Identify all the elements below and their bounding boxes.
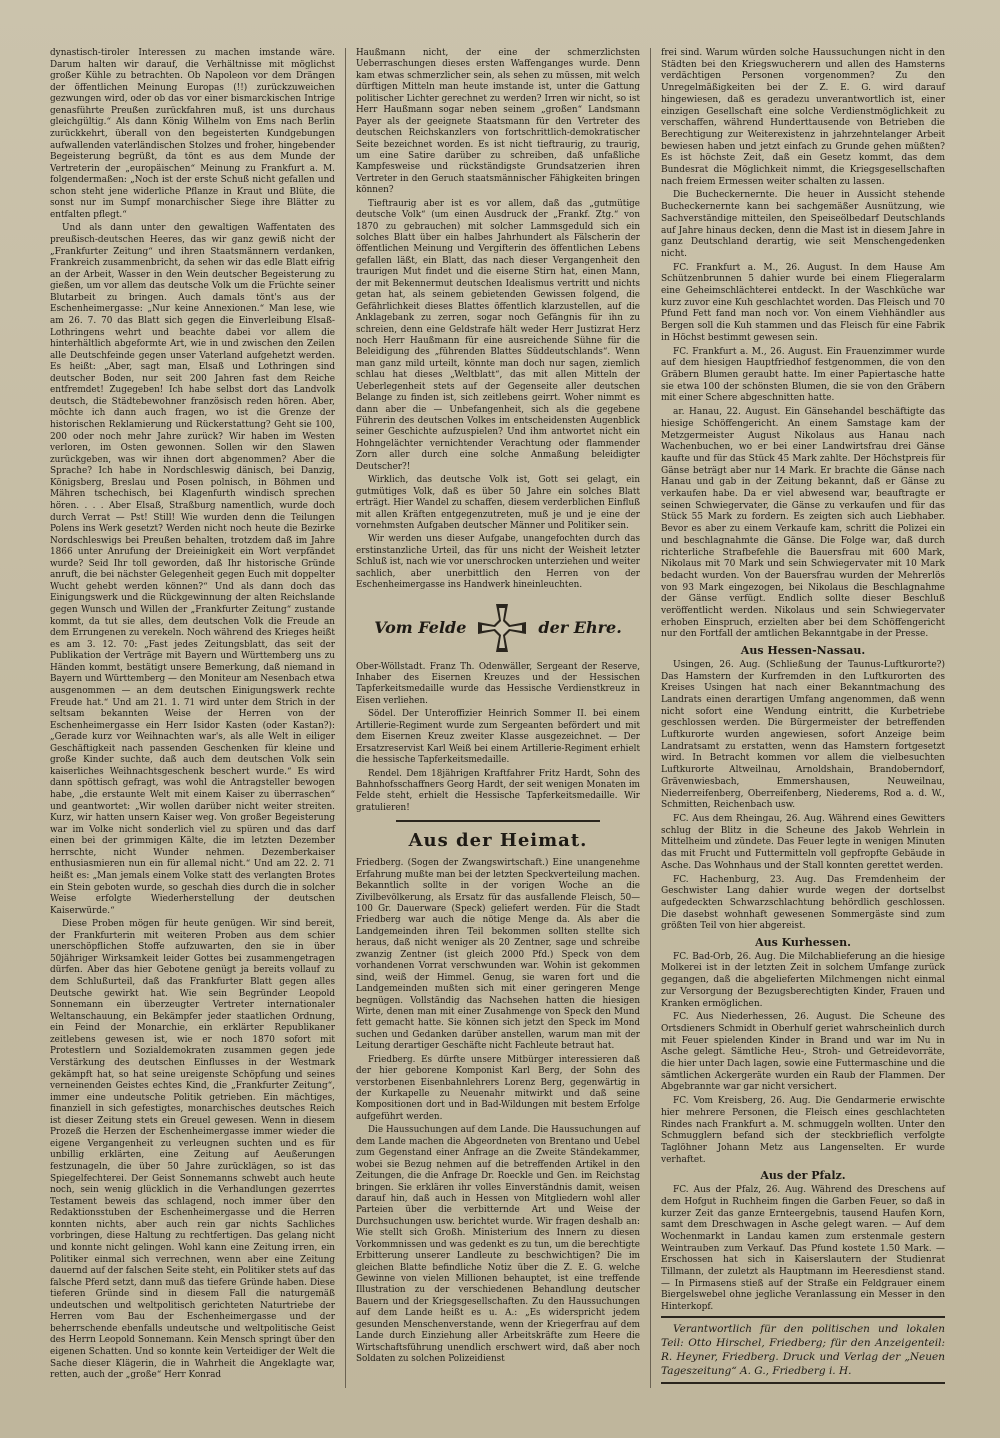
subheading-hessen-nassau: Aus Hessen-Nassau. xyxy=(740,644,866,658)
paragraph: Södel. Der Unteroffizier Heinrich Sommer II. bei einem Artillerie-Regiment wurde zum Sergeanten befördert und mit dem Eisernen Kreuz zweiter Klasse ausgezeichnet. — Der Ersatzreservist Karl Weiß bei einem Artillerie-Regiment erhielt die hessische Tapferkeitsmedaille. xyxy=(356,709,640,766)
paragraph: Die Haussuchungen auf dem Lande. Die Haussuchungen auf dem Lande machen die Abgeordneten von Brentano und Uebel zum Gegenstand einer Anfrage an die Zweite Ständekammer, wobei sie Bezug nehmen auf die betreffenden Artikel in den Zeitungen, die die Anfrage Dr. Roeckle und Gen. im Reichstag bringen. Sie erklären ihr volles Einverständnis damit, weisen darauf hin, daß auch in Hessen von Mitgliedern wohl aller Parteien über die verbitternde Art und Weise der Durchsuchungen usw. berichtet wurde. Wir fragen deshalb an: Wie stellt sich Großh. Ministerium des Innern zu diesen Vorkommnissen und was gedenkt es zu tun, um die berechtigte Erbitterung unserer Landleute zu beschwichtigen? Die im gleichen Blatte befindliche Notiz über die Z. E. G. welche Gewinne von vielen Millionen behauptet, ist eine treffende Illustration zu der verschiedenen Behandlung deutscher Bauern und der Kriegsgesellschaften. Zu den Haussuchungen auf dem Lande heißt es u. A.: „Es widerspricht jedem gesunden Menschenverstande, wenn der Kriegerfrau auf dem Lande durch Einziehung aller Arbeitskräfte zum Heere die Wirtschaftsführung unendlich erschwert wird, daß aber noch Soldaten zu solchen Polizeidienst xyxy=(356,1125,640,1365)
paragraph: Friedberg. (Sogen der Zwangswirtschaft.) Eine unangenehme Erfahrung mußte man bei der letzten Speckverteilung machen. Bekanntlich sollte in der vorigen Woche an die Zivilbevölkerung, als Ersatz für das ausfallende Fleisch, 50—100 Gr. Dauerware (Speck) geliefert werden. Für die Stadt Friedberg war auch die nötige Menge da. Als aber die Landgemeinden ihren Teil bekommen sollten stellte sich heraus, daß nicht weniger als 20 Zentner, sage und schreibe zwanzig Zentner (ist gleich 2000 Pfd.) Speck von dem vorhandenen Vorrat verschwunden war. Wohin ist gekommen sind, weiß der Himmel. Genug, sie waren fort und die Landgemeinden mußten sich mit einer geringeren Menge begnügen. Vollständig das Nachsehen hatten die hiesigen Wirte, denen man mit einer Zusahmenge von Speck den Mund fett gemacht hatte. Sie können sich jetzt den Speck im Mond suchen und Gedanken darüber anstellen, warum man mit der Leitung derartiger Geschäfte nicht Fachleute betraut hat. xyxy=(356,858,640,1052)
paragraph: Diese Proben mögen für heute genügen. Wir sind bereit, der Frankfurterin mit weiteren Proben aus dem schier unerschöpflichen Stoffe aufzuwarten, den sie in über 50jähriger Wirksamkeit leider Gottes bei zusammengetragen dürfen. Aber das hier Gebotene genügt ja bereits vollauf zu dem Schlußurteil, daß das Frankfurter Blatt gegen alles Deutsche gewirkt hat. Wie sein Begründer Leopold Sonnemann ein überzeugter Vertreter internationaler Weltanschauung, ein Bekämpfer jeder staatlichen Ordnung, ein Feind der Monarchie, ein erklärter Republikaner zeitlebens gewesen ist, wie er noch 1870 sofort mit Protestlern und Sozialdemokraten zusammen gegen jede Verstärkung des deutschen Einflusses in der Westmark gekämpft hat, so hat seine ureigenste Schöpfung und seines verneinenden Geistes echtes Kind, die „Frankfurter Zeitung“, immer eine undeutsche Politik getrieben. Ein mächtiges, finanziell in sich gefestigtes, monarchisches deutsches Reich ist dieser Zeitung stets ein Greuel gewesen. Wenn in diesem Prozeß die Herzen der Eschenheimergasse immer wieder die eigene Vergangenheit zu verleugnen suchten und es für unbillig erklärten, eine Zeitung auf Aeußerungen festzunageln, die über 50 Jahre zurücklägen, so ist das Spiegelfechterei. Der Geist Sonnemanns schwebt auch heute noch, sein wenig glücklich in die Verhandlungen gezerrtes Testament beweis das schlagend, noch immer über den Redaktionsstuben der Eschenheimergasse und die Herren konnten nichts, aber auch rein gar nichts Sachliches vorbringen, diese Haltung zu rechtfertigen. Das gelang nicht und konnte nicht gelingen. Wohl kann eine Zeitung irren, ein Politiker einmal sich verrechnen, wenn aber eine Zeitung dauernd auf der falschen Seite steht, ein Politiker stets auf das falsche Pferd setzt, dann muß das tiefere Gründe haben. Diese tieferen Gründe sind in diesem Fall die naturgemäß undeutschen und weltpolitisch gerichteten Naturtriebe der Herren vom Bau der Eschenheimergasse und der beherrschende ebenfalls undeutsche und weltpolitische Geist des Herrn Leopold Sonnemann. Kein Mensch springt über den eigenen Schatten. Und so konnte kein Verteidiger der Welt die Sache dieser Klägerin, die in Wahrheit die Angeklagte war, retten, auch der „große“ Herr Konrad xyxy=(50,919,335,1381)
paragraph: FC. Hachenburg, 23. Aug. Das Fremdenheim der Geschwister Lang dahier wurde wegen der dortselbst aufgedeckten Schwarzschlachtung behördlich geschlossen. Die dasebst wohnhaft gewesenen Sommergäste sind zum größten Teil von hier abgereist. xyxy=(661,874,945,932)
paragraph: ar. Hanau, 22. August. Ein Gänsehandel beschäftigte das hiesige Schöffengericht. An einem Samstage kam der Metzgermeister August Nikolaus aus Hanau nach Wachenbuchen, wo er bei einer Landwirtsfrau drei Gänse kaufte und für das Stück 45 Mark zahlte. Der Höchstpreis für Gänse beträgt aber nur 14 Mark. Er brachte die Gänse nach Hanau und gab in der Zeitung bekannt, daß er Gänse zu verkaufen habe. Da er viel abwesend war, beauftragte er seinen Schwiegervater, die Gänse zu verkaufen und für das Stück 55 Mark zu fordern. Es zeigten sich auch Liebhaber. Bevor es aber zu einem Verkaufe kam, schritt die Polizei ein und beschlagnahmte die Gänse. Die Folge war, daß durch richterliche Strafbefehle die Bauersfrau mit 600 Mark, Nikolaus mit 70 Mark und sein Schwiegervater mit 10 Mark bedacht wurden. Von der Bauersfrau wurden der Mehrerlös von 93 Mark eingezogen, bei Nikolaus die Beschlagnahme der Gänse verfügt. Endlich sollte dieser Beschluß veröffentlicht werden. Nikolaus und sein Schwiegervater erhoben Einspruch, erzielten aber bei dem Schöffengericht nur den Fortfall der amtlichen Bekanntgabe in der Presse. xyxy=(661,407,945,640)
paragraph: FC. Frankfurt a. M., 26. August. Ein Frauenzimmer wurde auf dem hiesigen Hauptfriedhof festgenommen, die von den Gräbern Blumen geraubt hatte. Im einer Papiertasche hatte sie etwa 100 der schönsten Blumen, die sie von den Gräbern mit einer Schere abgeschnitten hatte. xyxy=(661,346,945,404)
subheading-pfalz: Aus der Pfalz. xyxy=(760,1169,846,1183)
paragraph: Usingen, 26. Aug. (Schließung der Taunus-Luftkurorte?) Das Hamstern der Kurfremden in den Luftkurorten des Kreises Usingen hat nach einer Bekanntmachung des Landrats einen derartigen Umfang angenommen, daß wenn nicht sofort eine Wendung eintritt, die Kurbetriebe geschlossen werden. Die Bürgermeister der betreffenden Luftkurorte wurden angewiesen, sofort Anzeige beim Landratsamt zu erstatten, wenn das Hamstern fortgesetzt wird. In Betracht kommen vor allem die vielbesuchten Luftkurorte Altweilnau, Arnoldshain, Brandoberndorf, Grävenwiesbach, Emmershausen, Neuweilnau, Niederreifenberg, Oberreifenberg, Niederems, Rod a. d. W., Schmitten, Reichenbach usw. xyxy=(661,659,945,811)
divider xyxy=(396,820,600,822)
column-3 xyxy=(650,48,955,1388)
paragraph: FC. Aus der Pfalz, 26. Aug. Während des Dreschens auf dem Hofgut in Ruchheim fingen die Garben Feuer, so daß in kurzer Zeit das ganze Ernteergebnis, tausend Haufen Korn, samt dem Dreschwagen in Asche gelegt waren. — Auf dem Wochenmarkt in Landau kamen zum erstenmale gestern Weintrauben zum Verkauf. Das Pfund kostete 1.50 Mark. — Erschossen hat sich in Kaiserslautern der Studienrat Tillmann, der zuletzt als Hauptmann im Heeresdienst stand. — In Pirmasens stieß auf der Straße ein Feldgrauer einem Biergelswebel ohne jegliche Veranlassung ein Messer in den Hinterkopf. xyxy=(661,1185,945,1313)
paragraph: Ober-Wöllstadt. Franz Th. Odenwäller, Sergeant der Reserve, Inhaber des Eisernen Kreuzes und der Hessischen Tapferkeitsmedaille wurde das Hessische Verdienstkreuz in Eisen verliehen. xyxy=(356,661,640,706)
paragraph: Wirklich, das deutsche Volk ist, Gott sei gelagt, ein gutmütiges Volk, daß es über 50 Jahre ein solches Blatt erträgt. Hier Wandel zu schaffen, diesem verderblichen Einfluß mit allen Kräften entgegenzutreten, muß je und je eine der vornehmsten Aufgaben deutscher Männer und Politiker sein. xyxy=(356,475,640,531)
heading-left: Vom Felde xyxy=(374,617,467,637)
paragraph: frei sind. Warum würden solche Haussuchungen nicht in den Städten bei den Kriegswucherern und allen des Hamsterns verdächtigen Personen vorgenommen? Zu den Unregelmäßigkeiten bei der Z. E. G. wird darauf hingewiesen, daß es geradezu unverantwortlich ist, einer einzigen Gesellschaft eine solche Verdienstmöglichkeit zu verschaffen, während Hunderttausende von Betrieben die Berechtigung zur Weiterexistenz in jahrzehntelanger Arbeit bewiesen haben und jetzt einfach zu Grunde gehen müßten? Es ist höchste Zeit, daß ein Gesetz kommt, das dem Bundesrat die Möglichkeit nimmt, die Kriegsgesellschaften nach freiem Ermessen weiter schalten zu lassen. xyxy=(661,48,945,187)
paragraph: FC. Frankfurt a. M., 26. August. In dem Hause Am Schützenbrunnen 5 dahier wurde bei einem Fliegeralarm eine Geheimschlächterei entdeckt. In der Waschküche war kurz zuvor eine Kuh geschlachtet worden. Das Fleisch und 70 Pfund Fett fand man noch vor. Von einem Viehhändler aus Bergen soll die Kuh stammen und das Fleisch für eine Fabrik in Höchst bestimmt gewesen sein. xyxy=(661,262,945,343)
paragraph: FC. Aus Niederhessen, 26. August. Die Scheune des Ortsdieners Schmidt in Oberhulf geriet wahrscheinlich durch mit Feuer spielenden Kinder in Brand und war im Nu in Asche gelegt. Sämtliche Heu-, Stroh- und Getreidevorräte, die hier unter Dach lagen, sowie eine Futtermaschine und die sämtlichen Ackergeräte wurden ein Raub der Flammen. Der Abgebrannte war gar nicht versichert. xyxy=(661,1012,945,1093)
heading-right: der Ehre. xyxy=(538,617,622,637)
paragraph: Die Bucheckernernte. Die heuer in Aussicht stehende Bucheckernernte kann bei sachgemäßer Ausnützung, wie Sachverständige mitteilen, den Speiseölbedarf Deutschlands auf Jahre hinaus decken, denn die Mast ist in diesem Jahre in ganz Deutschland derartig, wie seit Menschengedenken nicht. xyxy=(661,190,945,259)
paragraph: FC. Aus dem Rheingau, 26. Aug. Während eines Gewitters schlug der Blitz in die Scheune des Jakob Wehrlein in Mittelheim und zündete. Das Feuer legte in wenigen Minuten das mit Frucht und Futtermitteln voll gepfropfte Gebäude in Asche. Das Wohnhaus und der Stall konnten gerettet werden. xyxy=(661,814,945,871)
paragraph: Wir werden uns dieser Aufgabe, unangefochten durch das erstinstanzliche Urteil, das für uns nicht der Weisheit letzter Schluß ist, nach wie vor unerschrocken unterziehen und weiter sachlich, aber unerbittlich den Herren von der Eschenheimergasse ins Handwerk hineinleuchten. xyxy=(356,534,640,591)
paragraph: Haußmann nicht, der eine der schmerzlichsten Ueberraschungen dieses ersten Waffenganges wurde. Denn kam etwas schmerzlicher sein, als sehen zu müssen, mit welch dürftigen Mitteln man heute imstande ist, unter die Gattung politischer Lichter gerechnet zu werden? Irren wir nicht, so ist Herr Haußmann sogar neben seinem „großen“ Landsmann Payer als der geeignete Staatsmann für den Vertreter des deutschen Reichskanzlers von fortschrittlich-demokratischer Seite bezeichnet worden. Es ist nicht tieftraurig, zu traurig, um eine Satire darüber zu schreiben, daß unfaßliche Kampfesweise und rückständigste Grundsatzerien ihren Vertreter in den Geruch staatsmännischer Fähigkeiten bringen können? xyxy=(356,48,640,196)
column-2 xyxy=(345,48,650,1388)
imprint: Verantwortlich für den politischen und lokalen Teil: Otto Hirschel, Friedberg; für den Anzeigenteil: R. Heyner, Friedberg. Druck und Verlag der „Neuen Tageszeitung“ A. G., Friedberg i. H. xyxy=(661,1316,945,1384)
iron-cross-icon xyxy=(476,602,528,654)
paragraph: FC. Bad-Orb, 26. Aug. Die Milchablieferung an die hiesige Molkerei ist in der letzten Zeit in solchem Umfange zurück gegangen, daß die abgelieferten Milchmengen nicht einmal zur Versorgung der Bezugsberechtigten Kinder, Frauen und Kranken ermöglichen. xyxy=(661,951,945,1009)
section-heading-heimat: Aus der Heimat. xyxy=(408,830,588,852)
paragraph: Friedberg. Es dürfte unsere Mitbürger interessieren daß der hier geborene Komponist Karl Berg, der Sohn des verstorbenen Eisenbahnlehrers Lorenz Berg, gegenwärtig in der Kurkapelle zu Neuenahr mitwirkt und daß seine Kompositionen dort und in Bad-Wildungen mit bestem Erfolge aufgeführt werden. xyxy=(356,1054,640,1122)
paragraph: Und als dann unter den gewaltigen Waffentaten des preußisch-deutschen Heeres, das wir ganz gewiß nicht der „Frankfurter Zeitung“ und ihren Staatsmännern verdanken, Frankreich zusammenbricht, da sehen wir das edle Blatt eifrig an der Arbeit, Wasser in den Wein deutscher Begeisterung zu gießen, um vor allem das deutsche Volk um die Früchte seiner Blutarbeit zu bringen. Auch damals tönt's aus der Eschenheimergasse: „Nur keine Annexionen.“ Man lese, wie am 26. 7. 70 das Blatt sich gegen die Einverleibung Elsaß-Lothringens wehrt und beachte dabei vor allem die hinterhältlich abgeformte Art, wie in und zwischen den Zeilen alle Deutschfeinde gegen unser Vaterland aufgehetzt werden. Es heißt: „Aber, sagt man, Elsaß und Lothringen sind deutscher Boden, nur seit 200 Jahren fast dem Reiche entfremdet! Zugegeben! Ich habe selbst dort das Landvolk deutsch, die Städtebewohner französisch reden hören. Aber, möchte ich dann auch fragen, wo ist die Grenze der historischen Reklamierung und Rückerstattung? Geht sie 100, 200 oder noch mehr Jahre zurück? Wir haben im Westen verloren, im Osten gewonnen. Sollen wir den Slawen zurückgeben, was wir ihnen dort abgenommen? Aber die Sprache? Ich habe in Nordschleswig dänisch, bei Danzig, Königsberg, Breslau und Posen polnisch, in Böhmen und Mähren tschechisch, bei Klagenfurth windisch sprechen hören. . . . Aber Elsaß, Straßburg namentlich, wurde doch durch Verrat — Pst! Still! Wie wurden denn die Teilungen Polens ins Werk gesetzt? Werden nicht noch heute die Bezirke Nordschleswigs bei Preußen behalten, trotzdem daß im Jahre 1866 unter Anrufung der Dreieinigkeit ein Wort verpfändet wurde? Seid Ihr toll geworden, daß Ihr historische Gründe anruft, die bei nächster Gelegenheit gegen Euch mit doppelter Wucht gehebt werden können?“ Und als dann doch das Einigungswerk und die Rückgewinnung der alten Reichslande gegen Wunsch und Willen der „Frankfurter Zeitung“ zustande kommt, da tut sie alles, dem deutschen Volk die Freude an dem Errungenen zu verekeln. Noch während des Krieges heißt es am 3. 12. 70: „Fast jedes Zeitungsblatt, das seit der Publikation der Verträge mit Bayern und Württemberg uns zu Händen kommt, bestätigt unsere Bemerkung, daß niemand in Bayern und Württemberg — den Moniteur am Nesenbach etwa ausgenommen — an dem deutschen Einigungswerk rechte Freude hat.“ Und am 21. 1. 71 wird unter dem Strich in der seltsam bekannten Weise der Herren von der Eschenheimergasse ein Herr Isidor Kasten (oder Kastan?): „Gerade kurz vor Weihnachten war's, als alle Welt in eiliger Geschäftigkeit nach passenden Geschenken für kleine und große Kinder suchte, daß auch dem deutschen Volk sein kaiserliches Weihnachtsgeschenk beschert wurde.“ Es wird dann spöttisch gefragt, was wohl die Antragsteller bewogen habe, „die erstaunte Welt mit einem Kaiser zu überraschen“ und geantwortet: „Wir wollen darüber nicht weiter streiten. Kurz, wir hatten unsern Kaiser weg. Von großer Begeisterung war im Volke nicht sonderlich viel zu spüren und das darf einen bei der grimmigen Kälte, die im letzten Dezember herrschte, nicht Wunder nehmen. Dezemberkaiser enthusiasmieren nun ein für allemal nicht.“ Und am 22. 2. 71 heißt es: „Man jemals einem Volke statt des verlangten Brotes ein Stein geboten wurde, so geschah dies durch die in solcher Weise erfolgte Wiederherstellung der deutschen Kaiserwürde.“ xyxy=(50,223,335,916)
paragraph: dynastisch-tiroler Interessen zu machen imstande wäre. Darum halten wir darauf, die Verhältnisse mit möglichst großer Kühle zu betrachten. Ob Napoleon vor dem Drängen der öffentlichen Meinung Europas (!!) zurückzuweichen gezwungen wird, oder ob das vor einer bismarckischen Intrige genasführte Preußen zurückfahren muß, ist uns durchaus gleichgültig.“ Als dann König Wilhelm von Ems nach Berlin zurückkehrt, überall von den begeisterten Kundgebungen aufwallenden vaterländischen Stolzes und froher, hingebender Begeisterung begrüßt, da tönt es aus dem Munde der Vertreterin der „europäischen“ Meinung zu Frankfurt a. M. folgendermaßen: „Noch ist der erste Schuß nicht gefallen und schon steht jene widerliche Pflanze in Kraut und Blüte, die sonst nur im Sumpf monarchischer Siege ihre Blätter zu entfalten pflegt.“ xyxy=(50,48,335,220)
paragraph: Tieftraurig aber ist es vor allem, daß das „gutmütige deutsche Volk“ (um einen Ausdruck der „Frankf. Ztg.“ von 1870 zu gebrauchen) mit solcher Lammsgeduld sich ein solches Blatt über ein halbes Jahrhundert als Fälscherin der öffentlichen Meinung und Vergifterin des öffentlichen Lebens gefallen läßt, ein Blatt, das nach dieser Vergangenheit den traurigen Mut findet und die eiserne Stirn hat, einen Mann, der mit Bekennermut deutschen Idealismus vertritt und nichts getan hat, als seinem gebietenden Gewissen folgend, die Gefährlichkeit dieses Blattes öffentlich klarzustellen, auf die Anklagebank zu zerren, sogar noch Gefängnis für ihn zu schreien, denn eine Geldstrafe hält weder Herr Justizrat Herz noch Herr Haußmann für eine ausreichende Sühne für die Beleidigung des „führenden Blattes Süddeutschlands“. Wenn man ganz mild urteilt, könnte man doch nur sagen, ziemlich schlau hat dieses „Weltblatt“, das mit allen Mitteln der Ueberlegenheit stets auf der Gegenseite aller deutschen Belange zu finden ist, sich zeitlebens geirrt. Woher nimmt es dann aber die — Unbefangenheit, sich als die gegebene Führerin des deutschen Volkes im entscheidensten Augenblick seiner Geschichte aufzuspielen? Und ihm antwortet nicht ein Hohngelächter vernichtender Verachtung oder flammender Zorn aller durch eine solche Anmaßung beleidigter Deutscher?! xyxy=(356,198,640,472)
column-1 xyxy=(40,48,345,1388)
section-heading-ehre xyxy=(356,602,640,654)
paragraph: FC. Vom Kreisberg, 26. Aug. Die Gendarmerie erwischte hier mehrere Personen, die Fleisch eines geschlachteten Rindes nach Frankfurt a. M. schmuggeln wollten. Unter den Schmugglern befand sich der steckbrieflich verfolgte Taglöhner Johann Metz aus Langenselten. Er wurde verhaftet. xyxy=(661,1096,945,1165)
paragraph: Rendel. Dem 18jährigen Kraftfahrer Fritz Hardt, Sohn des Bahnhofsschaffners Georg Hardt, der seit wenigen Monaten im Felde steht, erhielt die Hessische Tapferkeitsmedaille. Wir gratulieren! xyxy=(356,768,640,813)
subheading-kurhessen: Aus Kurhessen. xyxy=(755,936,851,950)
